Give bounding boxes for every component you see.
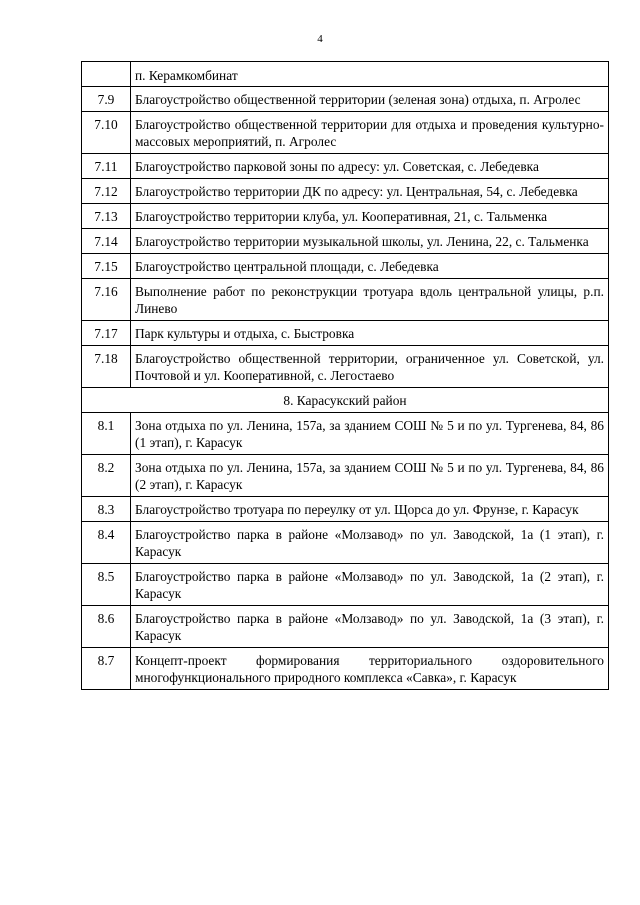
- row-text: п. Керамкомбинат: [131, 62, 609, 87]
- table-row: [82, 648, 609, 690]
- page-number: 4: [317, 33, 323, 45]
- row-text: Благоустройство парка в районе «Молзавод» по ул. Заводской, 1а (3 этап), г. Карасук: [131, 606, 609, 648]
- section-header-row: [82, 388, 609, 413]
- row-number: 7.12: [82, 179, 131, 204]
- row-number: 7.11: [82, 154, 131, 179]
- row-number: 7.18: [82, 346, 131, 388]
- row-number: 7.9: [82, 87, 131, 112]
- row-number: 8.6: [82, 606, 131, 648]
- table-row: [82, 179, 609, 204]
- table-row: [82, 455, 609, 497]
- row-number: 7.15: [82, 254, 131, 279]
- table-row: [82, 204, 609, 229]
- row-number: 8.5: [82, 564, 131, 606]
- row-number: 7.17: [82, 321, 131, 346]
- table-row: [82, 254, 609, 279]
- row-text: Благоустройство общественной территории для отдыха и проведения культурно-массовых мероприятий, п. Агролес: [131, 112, 609, 154]
- row-text: Благоустройство территории музыкальной школы, ул. Ленина, 22, с. Тальменка: [131, 229, 609, 254]
- row-text: Зона отдыха по ул. Ленина, 157а, за зданием СОШ № 5 и по ул. Тургенева, 84, 86 (2 этап), г. Карасук: [131, 455, 609, 497]
- row-text: Благоустройство общественной территории, ограниченное ул. Советской, ул. Почтовой и ул. Кооперативной, с. Легостаево: [131, 346, 609, 388]
- row-text: Благоустройство территории клуба, ул. Кооперативная, 21, с. Тальменка: [131, 204, 609, 229]
- row-text: Парк культуры и отдыха, с. Быстровка: [131, 321, 609, 346]
- table-row: [82, 62, 609, 87]
- table-row: [82, 346, 609, 388]
- projects-table: [81, 61, 609, 690]
- table-row: [82, 522, 609, 564]
- row-number: 7.14: [82, 229, 131, 254]
- row-number: 7.10: [82, 112, 131, 154]
- row-number: 7.16: [82, 279, 131, 321]
- row-text: Благоустройство парка в районе «Молзавод» по ул. Заводской, 1а (2 этап), г. Карасук: [131, 564, 609, 606]
- row-text: Зона отдыха по ул. Ленина, 157а, за зданием СОШ № 5 и по ул. Тургенева, 84, 86 (1 этап), г. Карасук: [131, 413, 609, 455]
- table-row: [82, 497, 609, 522]
- row-number: 8.3: [82, 497, 131, 522]
- table-row: [82, 564, 609, 606]
- row-number: 7.13: [82, 204, 131, 229]
- table-row: [82, 154, 609, 179]
- row-text: Благоустройство тротуара по переулку от ул. Щорса до ул. Фрунзе, г. Карасук: [131, 497, 609, 522]
- table-row: [82, 87, 609, 112]
- row-number: [82, 62, 131, 87]
- row-number: 8.4: [82, 522, 131, 564]
- row-number: 8.1: [82, 413, 131, 455]
- row-text: Выполнение работ по реконструкции тротуара вдоль центральной улицы, р.п. Линево: [131, 279, 609, 321]
- table-row: [82, 279, 609, 321]
- row-text: Благоустройство парковой зоны по адресу: ул. Советская, с. Лебедевка: [131, 154, 609, 179]
- row-text: Благоустройство территории ДК по адресу: ул. Центральная, 54, с. Лебедевка: [131, 179, 609, 204]
- table-row: [82, 112, 609, 154]
- row-text: Благоустройство парка в районе «Молзавод» по ул. Заводской, 1а (1 этап), г. Карасук: [131, 522, 609, 564]
- row-text: Благоустройство центральной площади, с. Лебедевка: [131, 254, 609, 279]
- table-row: [82, 413, 609, 455]
- row-text: Концепт-проект формирования территориального оздоровительного многофункционального природного комплекса «Савка», г. Карасук: [131, 648, 609, 690]
- section-title: 8. Карасукский район: [82, 388, 609, 413]
- table-row: [82, 321, 609, 346]
- table-row: [82, 229, 609, 254]
- row-number: 8.2: [82, 455, 131, 497]
- row-number: 8.7: [82, 648, 131, 690]
- row-text: Благоустройство общественной территории (зеленая зона) отдыха, п. Агролес: [131, 87, 609, 112]
- table-row: [82, 606, 609, 648]
